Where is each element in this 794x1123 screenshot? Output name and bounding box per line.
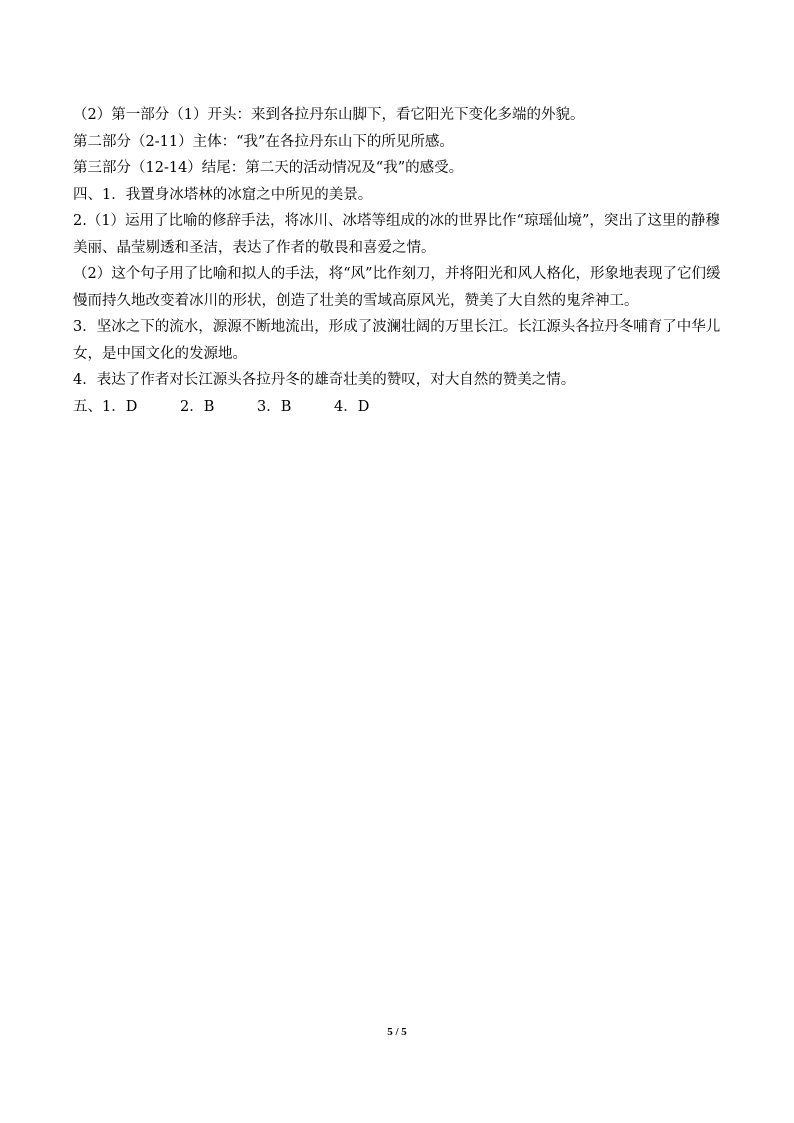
mc-answer-4: 4．D <box>333 398 370 415</box>
multiple-choice-answers <box>73 394 733 421</box>
mc-answer-3: 3．B <box>256 398 292 415</box>
answer-paragraph-4-2-2: （2）这个句子用了比喻和拟人的手法，将“风”比作刻刀，并将阳光和风人格化，形象地表现了它们缓慢而持久地改变着冰川的形状，创造了壮美的雪域高原风光，赞美了大自然的鬼斧神工。 <box>73 266 721 309</box>
answer-line-part-two: 第二部分（2-11）主体：“我”在各拉丹东山下的所见所感。 <box>73 133 454 150</box>
answer-section <box>73 102 733 420</box>
answer-line-3-2: （2）第一部分（1）开头：来到各拉丹东山脚下，看它阳光下变化多端的外貌。 <box>73 107 585 123</box>
mc-answer-1: 五、1．D <box>73 398 138 415</box>
answer-paragraph-4-2-1: 2.（1）运用了比喻的修辞手法，将冰川、冰塔等组成的冰的世界比作“琼瑶仙境”，突出了这里的静穆美丽、晶莹剔透和圣洁，表达了作者的敬畏和喜爱之情。 <box>73 213 720 256</box>
answer-line-4-1: 四、1．我置身冰塔林的冰窟之中所见的美景。 <box>73 186 373 203</box>
answer-line-4-4: 4．表达了作者对长江源头各拉丹冬的雄奇壮美的赞叹，对大自然的赞美之情。 <box>73 372 576 388</box>
page-number: 5 / 5 <box>387 1026 407 1038</box>
mc-answer-2: 2．B <box>179 398 215 415</box>
answer-line-part-three: 第三部分（12-14）结尾：第二天的活动情况及“我”的感受。 <box>73 160 464 176</box>
answer-paragraph-4-3: 3．坚冰之下的流水，源源不断地流出，形成了波澜壮阔的万里长江。长江源头各拉丹冬哺育了中华儿女，是中国文化的发源地。 <box>73 319 721 362</box>
